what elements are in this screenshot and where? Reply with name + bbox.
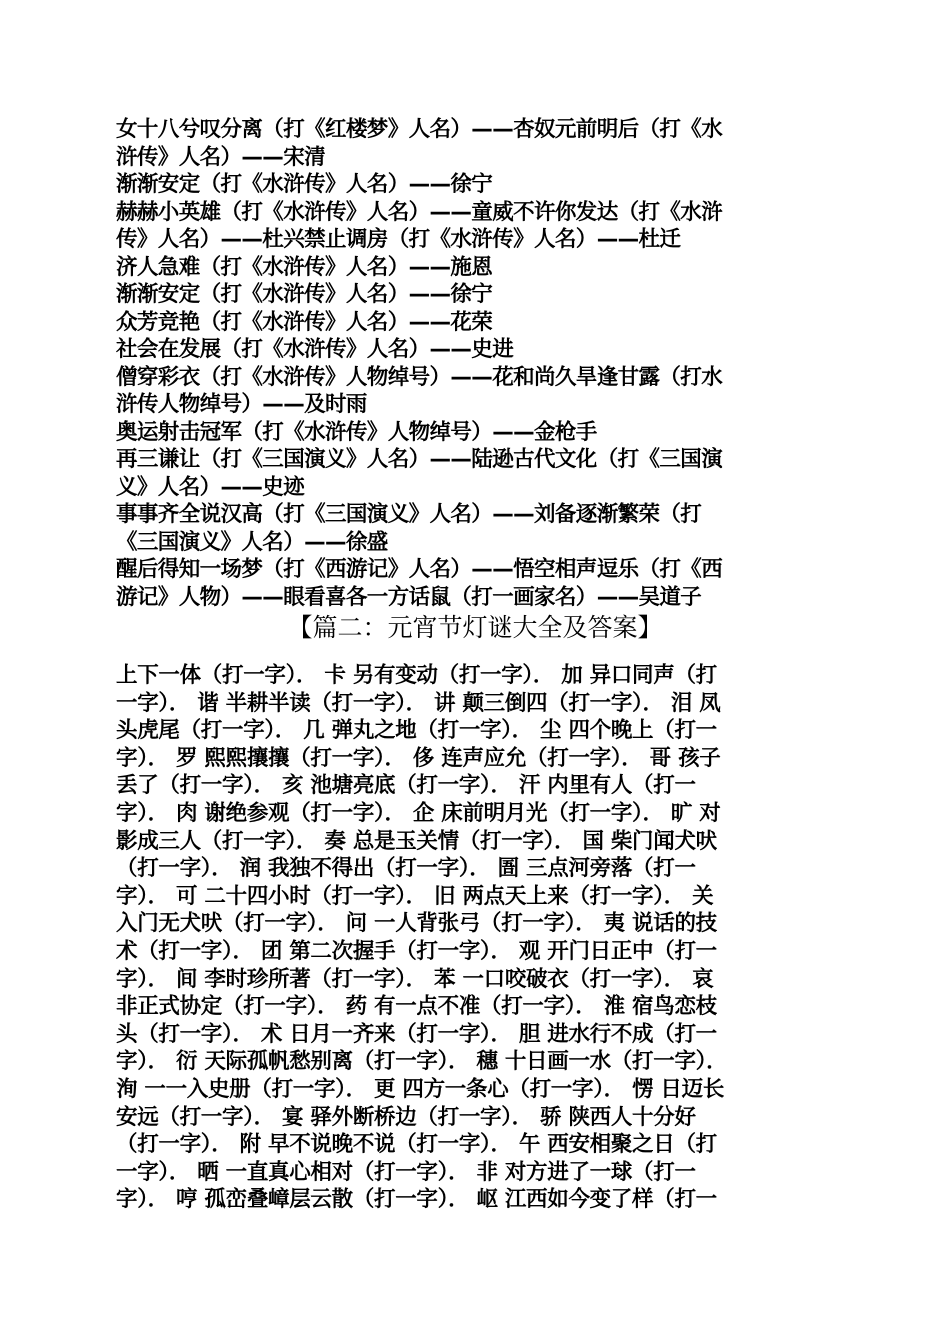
text-line: 奥运射击冠军（打《水浒传》人物绰号）——金枪手 [116,419,597,445]
text-line: 字）． 衍 天际孤帆愁别离（打一字）． 穗 十日画一水（打一字）． [116,1049,728,1075]
text-line: 头（打一字）． 术 日月一齐来（打一字）． 胆 进水行不成（打一 [116,1021,717,1047]
text-line: 安远（打一字）． 宴 驿外断桥边（打一字）． 骄 陕西人十分好 [116,1104,696,1130]
text-line: 字）． 哼 孤峦叠嶂层云散（打一字）． 岖 江西如今变了样（打一 [116,1187,717,1213]
text-line: 僧穿彩衣（打《水浒传》人物绰号）——花和尚久旱逢甘露（打水 [116,364,723,390]
text-line: 赫赫小英雄（打《水浒传》人名）——童威不许你发达（打《水浒 [116,199,723,225]
text-line: 传》人名）——杜兴禁止调房（打《水浒传》人名）——杜迁 [116,227,681,252]
text-line: 醒后得知一场梦（打《西游记》人名）——悟空相声逗乐（打《西 [116,557,723,582]
text-line: 济人急难（打《水浒传》人名）——施恩 [116,254,493,280]
text-line: 众芳竞艳（打《水浒传》人名）——花荣 [116,309,493,335]
text-line: 上下一体（打一字）． 卡 另有变动（打一字）． 加 异口同声（打 [116,663,717,688]
text-line: （打一字）． 附 早不说晚不说（打一字）． 午 西安相聚之日（打 [116,1132,717,1158]
text-line: 女十八兮叹分离（打《红楼梦》人名）——杏奴元前明后（打《水 [116,117,723,142]
text-line: 字）． 间 李时珍所著（打一字）． 苯 一口咬破衣（打一字）． 哀 [116,966,714,992]
text-line: 事事齐全说汉高（打《三国演义》人名）——刘备逐渐繁荣（打 [116,502,702,527]
text-line: 再三谦让（打《三国演义》人名）——陆逊古代文化（打《三国演 [116,447,723,472]
text-line: 《三国演义》人名）——徐盛 [116,529,388,555]
text-line: 字）． 可 二十四小时（打一字）． 旧 两点天上来（打一字）． 关 [116,883,714,909]
text-line: （打一字）． 润 我独不得出（打一字）． 圄 三点河旁落（打一 [116,856,696,882]
text-line: 字）． 罗 熙熙攘攘（打一字）． 侈 连声应允（打一字）． 哥 孩子 [116,745,721,771]
riddle-list-part-two [116,662,830,1214]
section-heading: 【篇二：元宵节灯谜大全及答案】 [287,613,663,642]
riddle-list-part-one [116,116,830,611]
text-line: 义》人名）——史迹 [116,474,305,500]
text-line: 浒传》人名）——宋清 [116,144,326,170]
text-line: 渐渐安定（打《水浒传》人名）——徐宁 [116,172,493,197]
text-line: 一字）． 晒 一直真心相对（打一字）． 非 对方进了一球（打一 [116,1159,696,1185]
text-line: 入门无犬吠（打一字）． 问 一人背张弓（打一字）． 夷 说话的技 [116,911,717,937]
text-line: 社会在发展（打《水浒传》人名）——史进 [116,337,514,362]
text-line: 洵 一一入史册（打一字）． 更 四方一条心（打一字）． 愣 日迈长 [116,1076,725,1102]
text-line: 术（打一字）． 团 第二次握手（打一字）． 观 开门日正中（打一 [116,938,717,964]
text-line: 非正式协定（打一字）． 药 有一点不准（打一字）． 淮 宿鸟恋枝 [116,994,717,1020]
text-line: 游记》人物）——眼看喜各一方话鼠（打一画家名）——吴道子 [116,584,702,610]
text-line: 一字）． 谐 半耕半读（打一字）． 讲 颠三倒四（打一字）． 泪 凤 [116,690,721,716]
text-line: 影成三人（打一字）． 奏 总是玉关情（打一字）． 国 柴门闻犬吠 [116,828,717,854]
text-line: 浒传人物绰号）——及时雨 [116,392,367,417]
text-line: 丢了（打一字）． 亥 池塘亮底（打一字）． 汗 内里有人（打一 [116,773,696,799]
text-line: 字）． 肉 谢绝参观（打一字）． 企 床前明月光（打一字）． 旷 对 [116,800,721,826]
text-line: 头虎尾（打一字）． 几 弹丸之地（打一字）． 尘 四个晚上（打一 [116,718,717,744]
text-line: 渐渐安定（打《水浒传》人名）——徐宁 [116,282,493,307]
